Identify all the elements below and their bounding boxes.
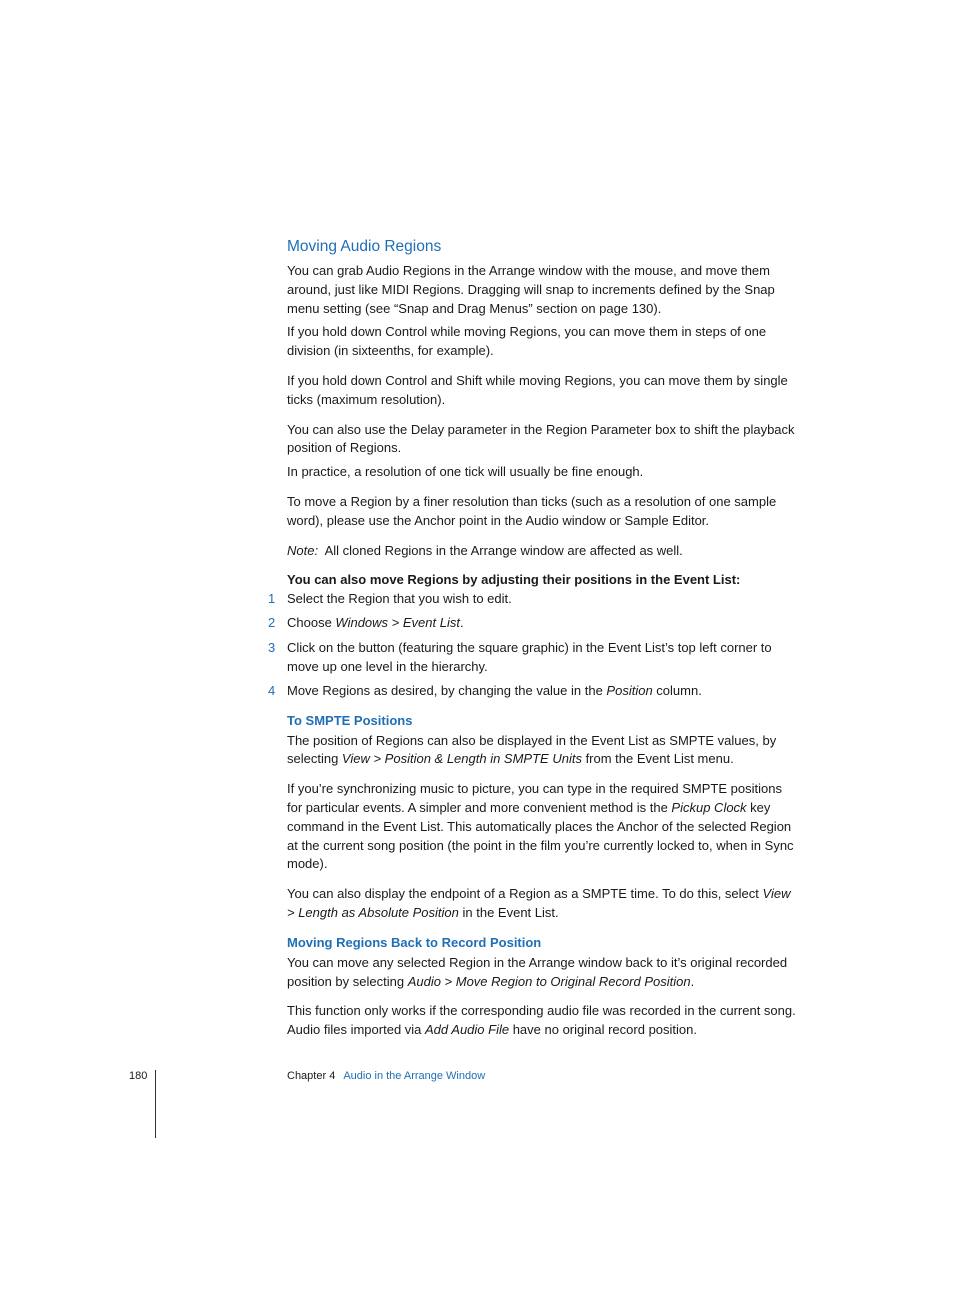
- note-label: Note:: [287, 542, 319, 558]
- note-paragraph: [287, 542, 799, 561]
- step-number: 3: [268, 639, 276, 655]
- step-text: Click on the button (featuring the square graphic) in the Event List’s top left corner to move up one level in the hierarchy.: [287, 639, 772, 674]
- paragraph: If you hold down Control and Shift while moving Regions, you can move them by single ticks (maximum resolution).: [287, 372, 788, 407]
- step-item: [268, 590, 799, 609]
- step-text: Select the Region that you wish to edit.: [287, 591, 512, 607]
- chapter-label: Chapter 4: [287, 1070, 336, 1082]
- paragraph: If you hold down Control while moving Regions, you can move them in steps of one division (in sixteenths, for example).: [287, 324, 767, 359]
- paragraph: In practice, a resolution of one tick will usually be fine enough.: [287, 464, 644, 480]
- section-title: Moving Audio Regions: [287, 238, 442, 255]
- menu-path: Windows > Event List: [335, 615, 460, 631]
- paragraph: The position of Regions can also be displayed in the Event List as SMPTE values, by selecting View > Position & Length in SMPTE Units from the Event List menu.: [287, 732, 777, 767]
- subsection-title-record: Moving Regions Back to Record Position: [287, 934, 542, 950]
- chapter-title: Audio in the Arrange Window: [343, 1070, 486, 1082]
- subsection-title-smpte: To SMPTE Positions: [287, 712, 413, 728]
- paragraph: If you’re synchronizing music to picture, you can type in the required SMPTE positions for particular events. A simpler and more convenient method is the Pickup Clock key command in the Event List. This automatically places the Anchor of the selected Region at the current song position (the point in the film you’re currently locked to, when in Sync mode).: [287, 781, 794, 872]
- step-number: 4: [268, 682, 276, 698]
- page-number: 180: [129, 1070, 148, 1082]
- footer-divider: [155, 1070, 156, 1138]
- paragraph: You can move any selected Region in the Arrange window back to it’s original recorded position by selecting Audio > Move Region to Original Record Position.: [287, 954, 788, 989]
- step-item: 4 Move Regions as desired, by changing the value in the Position column.: [287, 682, 799, 701]
- paragraph: This function only works if the corresponding audio file was recorded in the current song. Audio files imported via Add Audio File have no original record position.: [287, 1003, 796, 1038]
- step-number: 2: [268, 615, 276, 631]
- step-item: 2 Choose Windows > Event List.: [287, 614, 799, 633]
- page-content: [268, 236, 799, 1051]
- step-item: [268, 639, 799, 677]
- steps-list: [268, 590, 799, 700]
- column-name: Position: [606, 682, 653, 698]
- paragraph: To move a Region by a finer resolution than ticks (such as a resolution of one sample word), please use the Anchor point in the Audio window or Sample Editor.: [287, 493, 777, 528]
- steps-lead: You can also move Regions by adjusting their positions in the Event List:: [287, 572, 741, 588]
- paragraph: You can also use the Delay parameter in the Region Parameter box to shift the playback position of Regions.: [287, 421, 795, 456]
- step-number: 1: [268, 591, 276, 607]
- paragraph: You can also display the endpoint of a Region as a SMPTE time. To do this, select View > Length as Absolute Position in the Event List.: [287, 886, 791, 921]
- note-text: All cloned Regions in the Arrange window are affected as well.: [324, 542, 683, 558]
- footer-chapter: [287, 1070, 485, 1082]
- paragraph: You can grab Audio Regions in the Arrange window with the mouse, and move them around, just like MIDI Regions. Dragging will snap to increments defined by the Snap menu setting (see “Snap and Drag Menus” section on page 130).: [287, 263, 775, 316]
